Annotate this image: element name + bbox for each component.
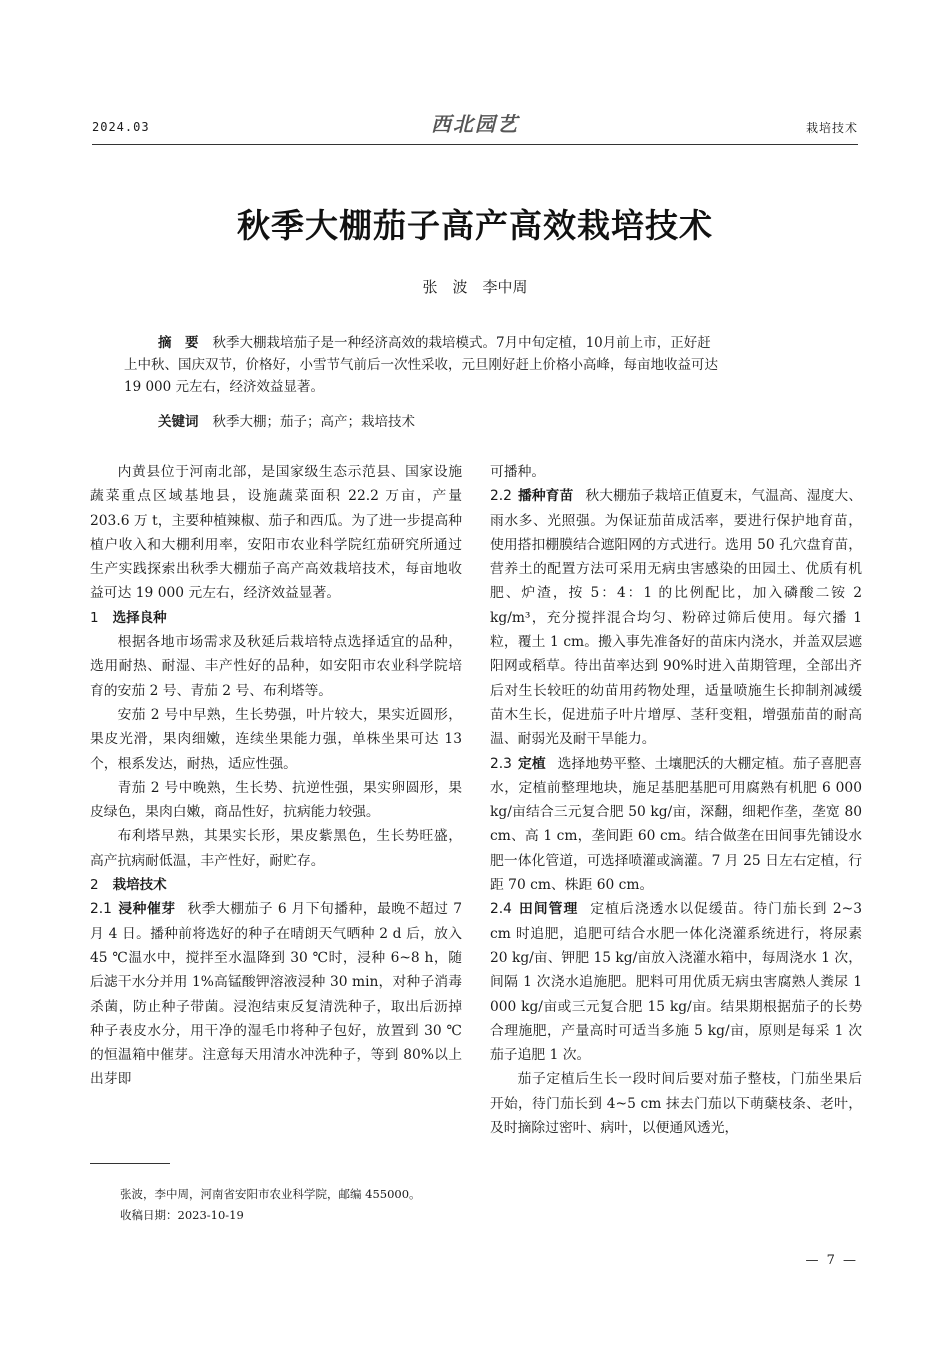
paragraph: 安茄 2 号中早熟，生长势强，叶片较大，果实近圆形，果皮光滑，果肉细嫩，连续坐果能力强，单株坐果可达 13 个，根系发达，耐热，适应性强。 (90, 706, 462, 772)
page-number: — 7 — (805, 1253, 858, 1268)
header-rule (92, 144, 858, 145)
section-name: 栽培技术 (805, 121, 858, 135)
paragraph: 青茄 2 号中晚熟，生长势、抗逆性强，果实卵圆形，果皮绿色，果肉白嫩，商品性好，抗病能力较强。 (90, 779, 462, 821)
footnote-received: 收稿日期：2023-10-19 (120, 1208, 244, 1222)
article-title: 秋季大棚茄子高产高效栽培技术 (237, 206, 713, 245)
subsection-2-3: 2.3 定植 选择地势平整、土壤肥沃的大棚定植。茄子喜肥喜水，定植前整理地块，施足基肥基肥可用腐熟有机肥 6 000 kg/亩结合三元复合肥 50 kg/亩，深翻，细耙作垄，垄宽 80 cm、高 1 cm，垄间距 60 cm。结合做垄在田间事先铺设水肥一体化管道，可选择喷灌或滴灌。7 月 25 日左右定植，行距 70 cm、株距 60 cm。 (490, 755, 863, 894)
intro-paragraph: 内黄县位于河南北部，是国家级生态示范县、国家设施蔬菜重点区域基地县，设施蔬菜面积 22.2 万亩，产量 203.6 万 t，主要种植辣椒、茄子和西瓜。为了进一步提高种植户收入和大棚利用率，安阳市农业科学院红茄研究所通过生产实践探索出秋季大棚茄子高产高效栽培技术，每亩地收益可达 19 000 元左右，经济效益显著。 (90, 464, 462, 602)
abstract-line: 上中秋、国庆双节，价格好，小雪节气前后一次性采收，元旦刚好赶上价格小高峰，每亩地收益可达 (124, 357, 718, 373)
page-header (92, 108, 858, 138)
section-heading-1: 1 选择良种 (90, 609, 167, 626)
keywords (158, 410, 415, 430)
paragraph: 茄子定植后生长一段时间后要对茄子整枝，门茄坐果后开始，待门茄长到 4~5 cm 抹去门茄以下萌蘖枝条、老叶，及时摘除过密叶、病叶，以便通风透光， (490, 1071, 862, 1137)
abstract-line: 19 000 元左右，经济效益显著。 (124, 379, 325, 395)
footnote (120, 1184, 421, 1226)
footnote-rule (90, 1163, 170, 1164)
subsection-2-1: 2.1 浸种催芽 秋季大棚茄子 6 月下旬播种，最晚不超过 7 月 4 日。播种前将选好的种子在晴朗天气晒种 2 d 后，放入 45 ℃温水中，搅拌至水温降到 30 ℃时，浸种 6~8 h，随后滤干水分并用 1%高锰酸钾溶液浸种 30 min，对种子消毒杀菌，防止种子带菌。浸泡结束反复清洗种子，取出后沥掉种子表皮水分，用干净的湿毛巾将种子包好，放置到 30 ℃的恒温箱中催芽。注意每天用清水冲洗种子，等到 80%以上出芽即 (90, 901, 463, 1088)
abstract (124, 332, 830, 398)
keywords-text: 秋季大棚；茄子；高产；栽培技术 (212, 414, 415, 430)
section-heading-2: 2 栽培技术 (90, 877, 167, 894)
subsection-2-2: 2.2 播种育苗 秋大棚茄子栽培正值夏末，气温高、湿度大、雨水多、光照强。为保证茄苗成活率，要进行保护地育苗，使用搭扣棚膜结合遮阳网的方式进行。选用 50 孔穴盘育苗，营养土的配置方法可采用无病虫害感染的田园土、优质有机肥、炉渣，按 5：4：1 的比例配比，加入磷酸二铵 2 kg/m³，充分搅拌混合均匀、粉碎过筛后使用。每穴播 1 粒，覆土 1 cm。搬入事先准备好的苗床内浇水，并盖双层遮阳网或稻草。待出苗率达到 90%时进入苗期管理，全部出齐后对生长较旺的幼苗用药物处理，适量喷施生长抑制剂减缓苗木生长，促进茄子叶片增厚、茎秆变粗，增强茄苗的耐高温、耐弱光及耐干旱能力。 (490, 488, 863, 748)
right-column (490, 460, 862, 1140)
paragraph: 布利塔早熟，其果实长形，果皮紫黑色，生长势旺盛，高产抗病耐低温，丰产性好，耐贮存。 (90, 828, 462, 869)
left-column (90, 460, 462, 1092)
journal-logo: 西北园艺 (431, 112, 519, 136)
paragraph: 根据各地市场需求及秋延后栽培特点选择适宜的品种，选用耐热、耐湿、丰产性好的品种，如安阳市农业科学院培育的安茄 2 号、青茄 2 号、布利塔等。 (90, 634, 462, 699)
abstract-line: 摘 要 秋季大棚栽培茄子是一种经济高效的栽培模式。7月中旬定植，10月前上市，正好赶 (158, 335, 711, 351)
abstract-label: 摘 要 (158, 335, 199, 351)
paragraph-continuation: 可播种。 (490, 464, 546, 480)
issue-date: 2024.03 (92, 120, 150, 134)
keywords-label: 关键词 (158, 414, 199, 430)
subsection-2-4: 2.4 田间管理 定植后浇透水以促缓苗。待门茄长到 2~3 cm 时追肥，追肥可结合水肥一体化浇灌系统进行，将尿素 20 kg/亩、钾肥 15 kg/亩放入浇灌水箱中，每周浇水 1 次，间隔 1 次浇水追施肥。肥料可用优质无病虫害腐熟人粪尿 1 000 kg/亩或三元复合肥 15 kg/亩。结果期根据茄子的长势合理施肥，产量高时可适当多施 5 kg/亩，原则是每采 1 次茄子追肥 1 次。 (490, 901, 862, 1064)
footnote-author: 张波，李中周，河南省安阳市农业科学院，邮编 455000。 (120, 1187, 421, 1201)
article-authors: 张 波 李中周 (422, 278, 528, 296)
